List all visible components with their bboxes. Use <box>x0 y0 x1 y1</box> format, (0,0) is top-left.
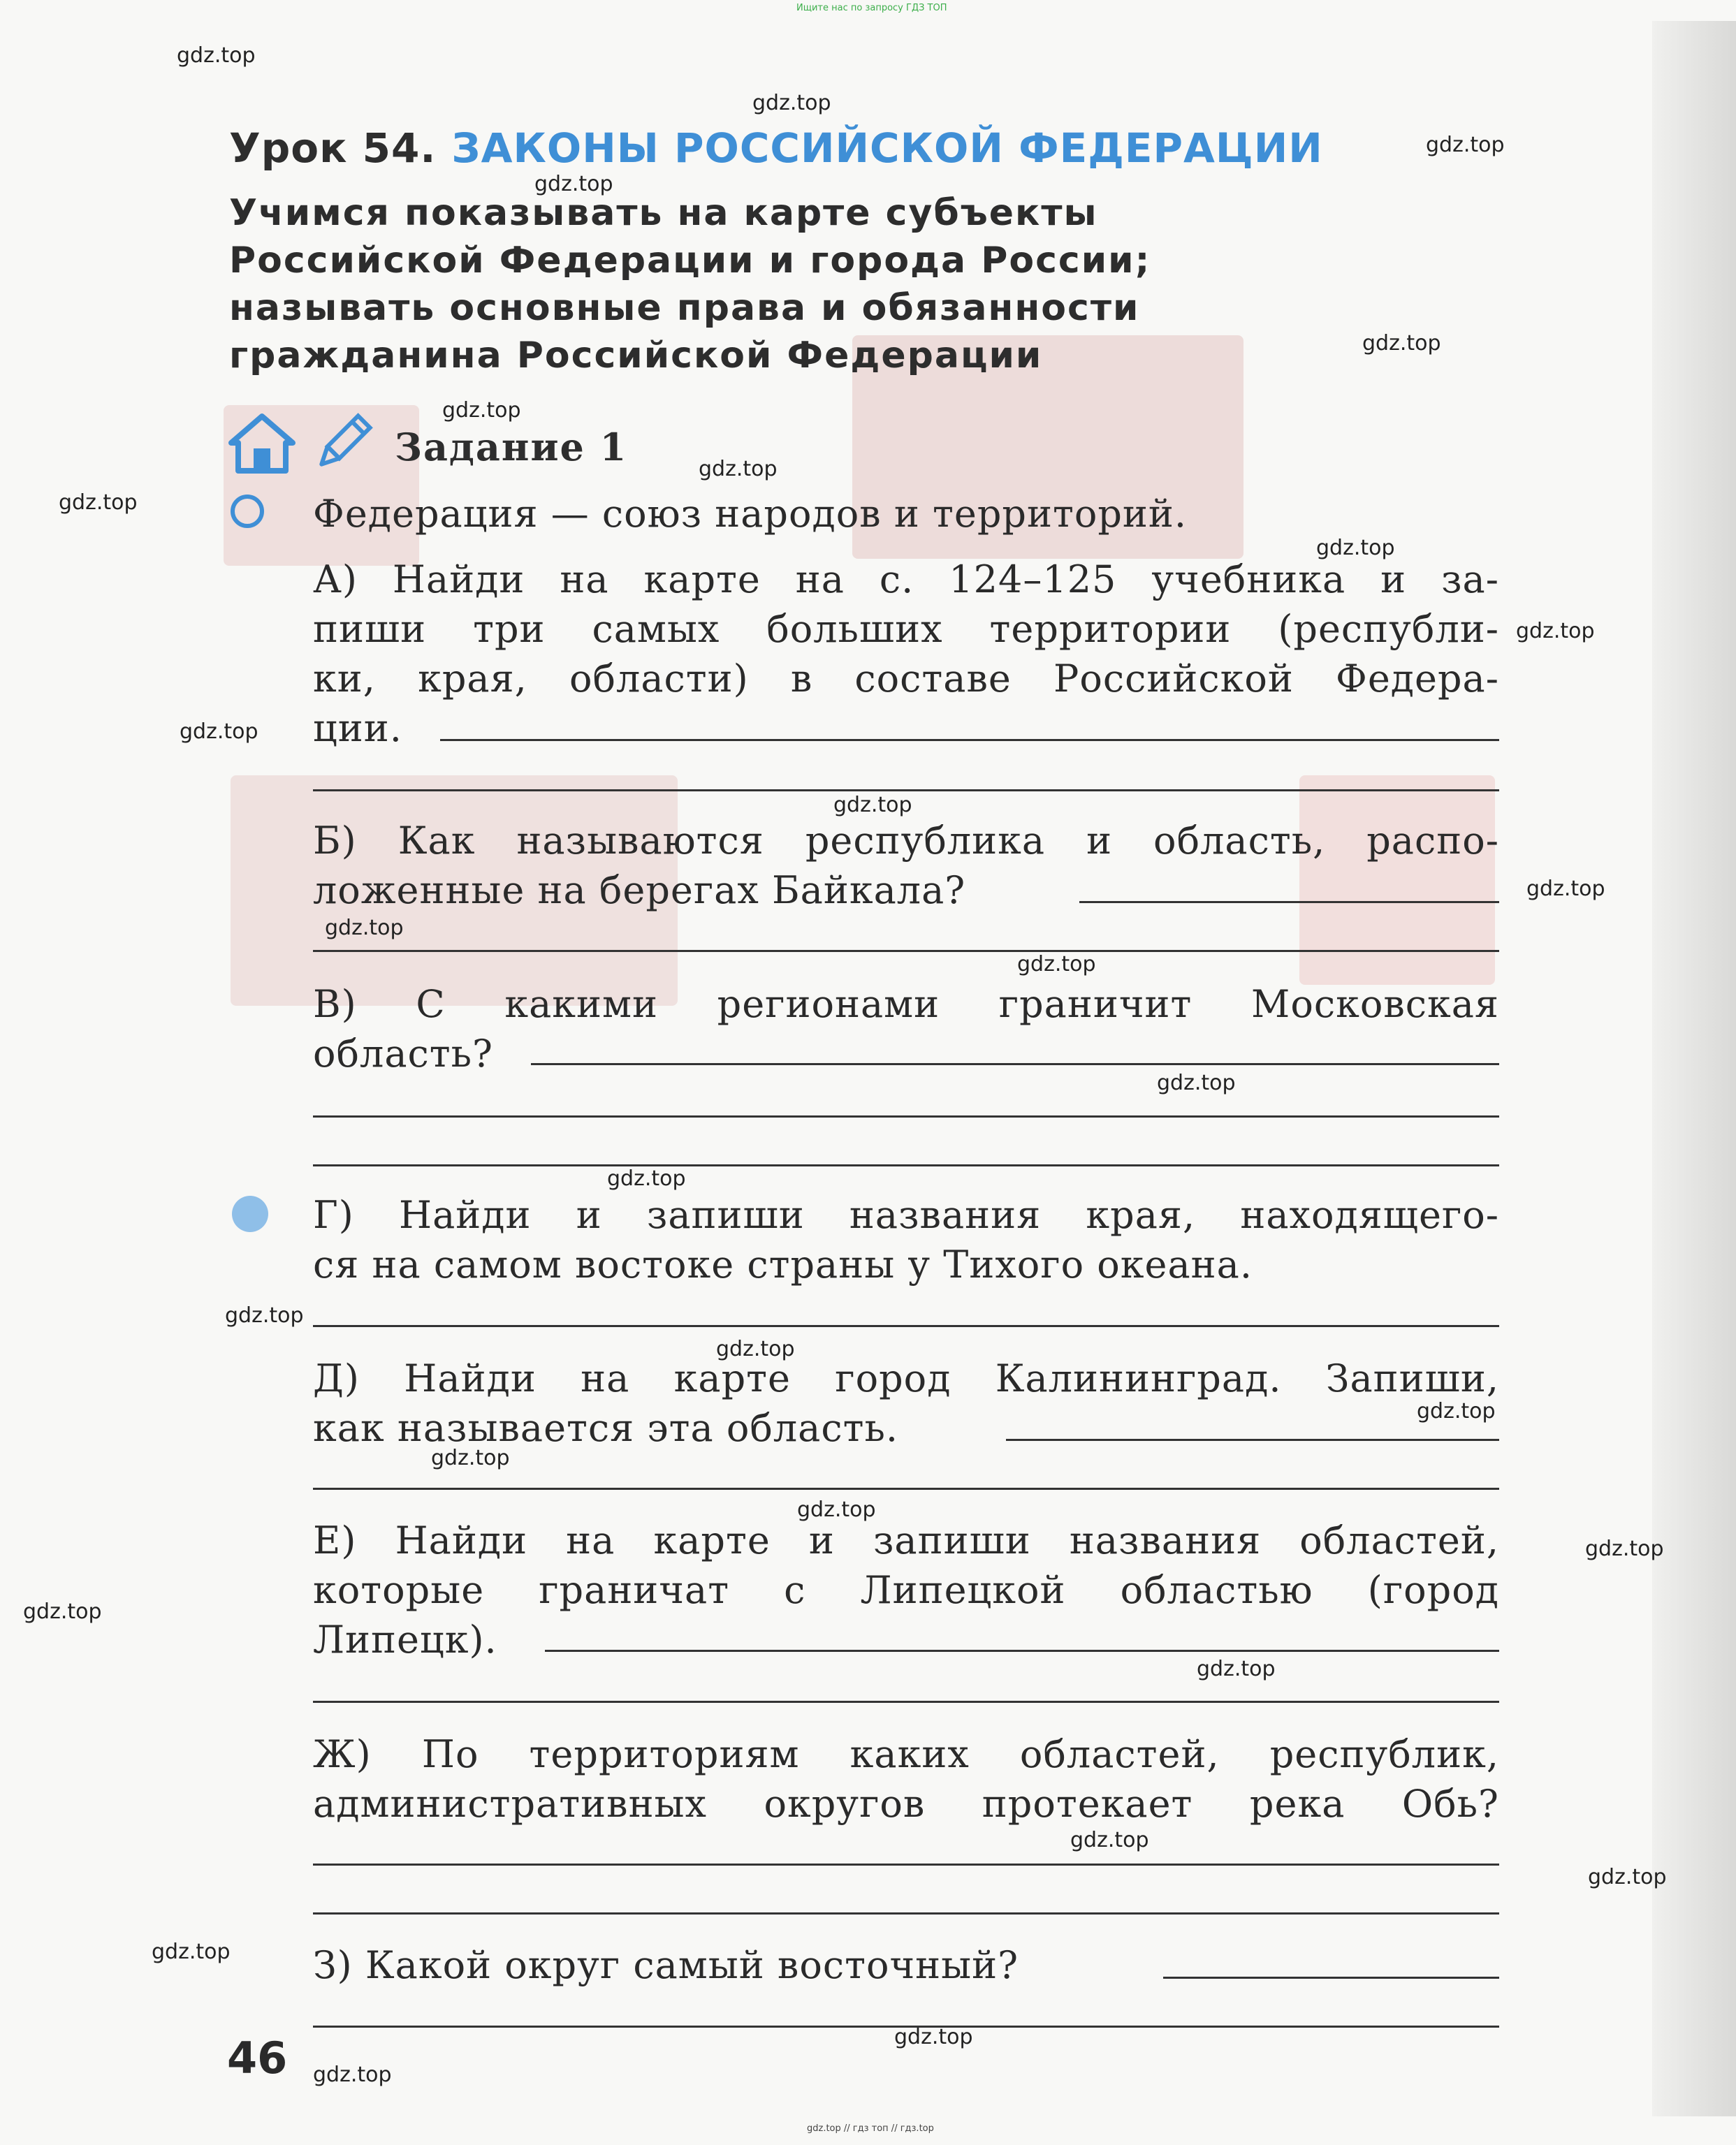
bleed-through-photo <box>1299 775 1495 985</box>
watermark: gdz.top <box>59 490 138 515</box>
question-v-text: В) С какими регионами граничит Московская <box>313 982 1499 1026</box>
watermark: gdz.top <box>23 1599 102 1624</box>
question-e-text: Липецк). <box>313 1618 497 1662</box>
goal-line: Российской Федерации и города России; <box>229 240 1151 281</box>
watermark: gdz.top <box>1526 877 1605 901</box>
question-e-text: Е) Найди на карте и запиши названия областей, <box>313 1518 1499 1562</box>
watermark: gdz.top <box>1017 952 1096 976</box>
footer-note: gdz.top // гдз топ // гдз.top <box>807 2123 934 2134</box>
question-e-text: которые граничат с Липецкой областью (город <box>313 1568 1499 1612</box>
watermark: gdz.top <box>534 172 613 196</box>
watermark: gdz.top <box>1585 1537 1664 1561</box>
answer-line-v[interactable] <box>313 1115 1499 1118</box>
goal-line: гражданина Российской Федерации <box>229 335 1043 376</box>
answer-line-a[interactable] <box>313 789 1499 791</box>
answer-line-b[interactable] <box>1079 901 1499 903</box>
answer-line-g[interactable] <box>313 1325 1499 1327</box>
page-number: 46 <box>227 2033 288 2084</box>
watermark: gdz.top <box>225 1303 304 1328</box>
watermark: gdz.top <box>607 1166 686 1191</box>
answer-line-d[interactable] <box>313 1488 1499 1490</box>
answer-line-v[interactable] <box>313 1164 1499 1166</box>
question-b-text: Б) Как называются республика и область, распо- <box>313 819 1499 863</box>
question-d-text: Д) Найди на карте город Калининград. Запиши, <box>313 1356 1499 1400</box>
watermark: gdz.top <box>313 2063 392 2087</box>
question-g-text: ся на самом востоке страны у Тихого океана. <box>313 1243 1253 1287</box>
lesson-title <box>229 124 1323 172</box>
question-a-text: ции. <box>313 706 402 750</box>
house-icon <box>227 412 297 475</box>
answer-line-zh[interactable] <box>313 1912 1499 1915</box>
lesson-topic: ЗАКОНЫ РОССИЙСКОЙ ФЕДЕРАЦИИ <box>451 124 1323 172</box>
pencil-icon <box>307 409 377 478</box>
watermark: gdz.top <box>180 719 258 744</box>
lesson-number: Урок 54. <box>229 124 437 172</box>
watermark: gdz.top <box>833 793 912 817</box>
advanced-level-circle-icon <box>232 1196 268 1232</box>
question-a-text: ки, края, области) в составе Российской Федера- <box>313 657 1499 701</box>
answer-line-z[interactable] <box>1163 1977 1499 1979</box>
watermark: gdz.top <box>177 43 256 68</box>
question-z-text: З) Какой округ самый восточный? <box>313 1943 1019 1987</box>
answer-line-d[interactable] <box>1006 1439 1499 1441</box>
question-d-text: как называется эта область. <box>313 1406 899 1450</box>
watermark: gdz.top <box>1157 1071 1236 1095</box>
goal-line: Учимся показывать на карте субъекты <box>229 192 1098 234</box>
watermark: gdz.top <box>752 91 831 115</box>
answer-line-v[interactable] <box>531 1063 1499 1065</box>
answer-line-zh[interactable] <box>313 1864 1499 1866</box>
watermark: gdz.top <box>325 916 404 940</box>
watermark: gdz.top <box>1070 1828 1149 1852</box>
page-spine-shadow <box>1652 21 1736 2116</box>
answer-line-a[interactable] <box>440 739 1499 741</box>
goal-line: называть основные права и обязанности <box>229 287 1140 329</box>
watermark: gdz.top <box>797 1498 876 1522</box>
answer-line-b[interactable] <box>313 950 1499 952</box>
intro-text: Федерация — союз народов и территорий. <box>313 492 1188 536</box>
watermark: gdz.top <box>1316 536 1395 560</box>
watermark: gdz.top <box>431 1446 510 1470</box>
watermark: gdz.top <box>716 1337 795 1361</box>
watermark: gdz.top <box>152 1940 231 1964</box>
task-title: Задание 1 <box>395 425 628 469</box>
header-note: Ищите нас по запросу ГДЗ ТОП <box>796 3 947 13</box>
watermark: gdz.top <box>1516 619 1595 643</box>
question-b-text: ложенные на берегах Байкала? <box>313 868 966 912</box>
answer-line-e[interactable] <box>545 1650 1499 1652</box>
watermark: gdz.top <box>1426 133 1505 157</box>
watermark: gdz.top <box>1362 331 1441 356</box>
answer-line-e[interactable] <box>313 1701 1499 1703</box>
question-v-text: область? <box>313 1032 493 1076</box>
watermark: gdz.top <box>699 457 778 481</box>
watermark: gdz.top <box>442 398 521 423</box>
watermark: gdz.top <box>1417 1399 1496 1423</box>
question-a-text: пиши три самых больших территории (республи- <box>313 607 1499 651</box>
question-a-text: А) Найди на карте на с. 124–125 учебника и за- <box>313 557 1499 601</box>
easy-level-circle-icon <box>231 495 264 528</box>
watermark: gdz.top <box>1588 1865 1667 1889</box>
watermark: gdz.top <box>1197 1657 1276 1681</box>
watermark: gdz.top <box>894 2025 973 2049</box>
question-zh-text: Ж) По территориям каких областей, республик, <box>313 1732 1499 1776</box>
question-g-text: Г) Найди и запиши названия края, находящего- <box>313 1193 1499 1237</box>
question-zh-text: административных округов протекает река Обь? <box>313 1782 1499 1826</box>
